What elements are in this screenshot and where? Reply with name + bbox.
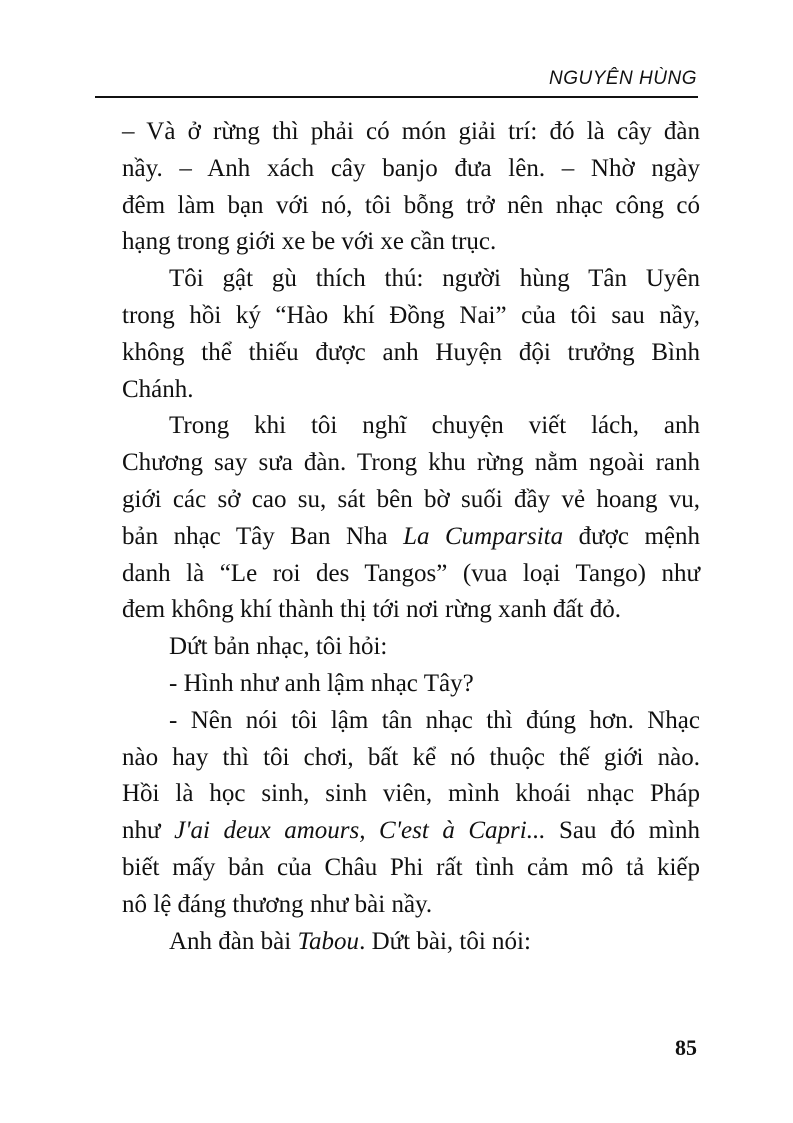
text-line xyxy=(122,519,700,556)
text-run: . Dứt bài, tôi nói: xyxy=(359,927,531,955)
text-run: như xyxy=(122,817,175,845)
paragraph xyxy=(122,261,700,408)
text-line xyxy=(122,592,700,629)
text-line xyxy=(122,924,700,961)
text-run: Trong khi tôi nghĩ chuyện viết lách, anh xyxy=(169,412,700,440)
paragraph xyxy=(122,666,700,703)
page-number: 85 xyxy=(675,1035,697,1060)
text-run: giới các sở cao su, sát bên bờ suối đầy vẻ hoang vu, xyxy=(122,485,700,513)
text-line xyxy=(122,261,700,298)
paragraph xyxy=(122,703,700,924)
page-body xyxy=(122,114,700,960)
text-line xyxy=(122,887,700,924)
text-line xyxy=(122,372,700,409)
text-run: Tôi gật gù thích thú: người hùng Tân Uyên xyxy=(169,265,700,293)
text-line xyxy=(122,114,700,151)
text-run: Dứt bản nhạc, tôi hỏi: xyxy=(169,633,388,661)
text-line xyxy=(122,298,700,335)
text-line xyxy=(122,151,700,188)
text-run: danh là “Le roi des Tangos” (vua loại Tango) như xyxy=(122,559,700,587)
text-line xyxy=(122,776,700,813)
text-run: đêm làm bạn với nó, tôi bỗng trở nên nhạc công có xyxy=(122,191,700,219)
text-run: – Và ở rừng thì phải có món giải trí: đó là cây đàn xyxy=(122,118,700,145)
text-line xyxy=(122,703,700,740)
text-run: bản nhạc Tây Ban Nha xyxy=(122,522,404,550)
paragraph xyxy=(122,114,700,261)
text-run: Anh đàn bài xyxy=(169,927,298,955)
text-run: - Nên nói tôi lậm tân nhạc thì đúng hơn. Nhạc xyxy=(169,706,700,734)
text-line xyxy=(122,629,700,666)
text-run: đem không khí thành thị tới nơi rừng xanh đất đỏ. xyxy=(122,596,621,624)
text-line xyxy=(122,850,700,887)
italic-title: J'ai deux amours, C'est à Capri... xyxy=(174,817,546,845)
paragraph xyxy=(122,408,700,629)
text-run: Sau đó mình xyxy=(545,817,700,845)
text-run: không thể thiếu được anh Huyện đội trưởng Bình xyxy=(122,338,700,366)
italic-title: La Cumparsita xyxy=(403,522,564,550)
text-line xyxy=(122,335,700,372)
text-run: trong hồi ký “Hào khí Đồng Nai” của tôi sau nầy, xyxy=(122,301,700,329)
text-run: Chánh. xyxy=(122,375,194,403)
italic-title: Tabou xyxy=(297,927,360,955)
text-line xyxy=(122,813,700,850)
text-run: hạng trong giới xe be với xe cần trục. xyxy=(122,228,497,256)
text-run: nầy. – Anh xách cây banjo đưa lên. – Nhờ ngày xyxy=(122,154,700,182)
text-run: nào hay thì tôi chơi, bất kể nó thuộc thế giới nào. xyxy=(122,743,700,771)
text-line xyxy=(122,224,700,261)
paragraph xyxy=(122,924,700,961)
paragraph xyxy=(122,629,700,666)
text-line xyxy=(122,482,700,519)
text-line xyxy=(122,666,700,703)
text-line xyxy=(122,740,700,777)
text-line xyxy=(122,188,700,225)
text-line xyxy=(122,408,700,445)
running-header: NGUYÊN HÙNG xyxy=(548,68,697,89)
text-run: - Hình như anh lậm nhạc Tây? xyxy=(169,669,474,697)
text-line xyxy=(122,445,700,482)
text-run: biết mấy bản của Châu Phi rất tình cảm mô tả kiếp xyxy=(122,853,700,881)
text-run: Hồi là học sinh, sinh viên, mình khoái nhạc Pháp xyxy=(122,780,700,808)
header-rule xyxy=(95,96,698,98)
text-run: được mệnh xyxy=(563,522,700,550)
text-run: nô lệ đáng thương như bài nầy. xyxy=(122,890,433,918)
text-run: Chương say sưa đàn. Trong khu rừng nằm ngoài ranh xyxy=(122,449,700,477)
text-line xyxy=(122,556,700,593)
